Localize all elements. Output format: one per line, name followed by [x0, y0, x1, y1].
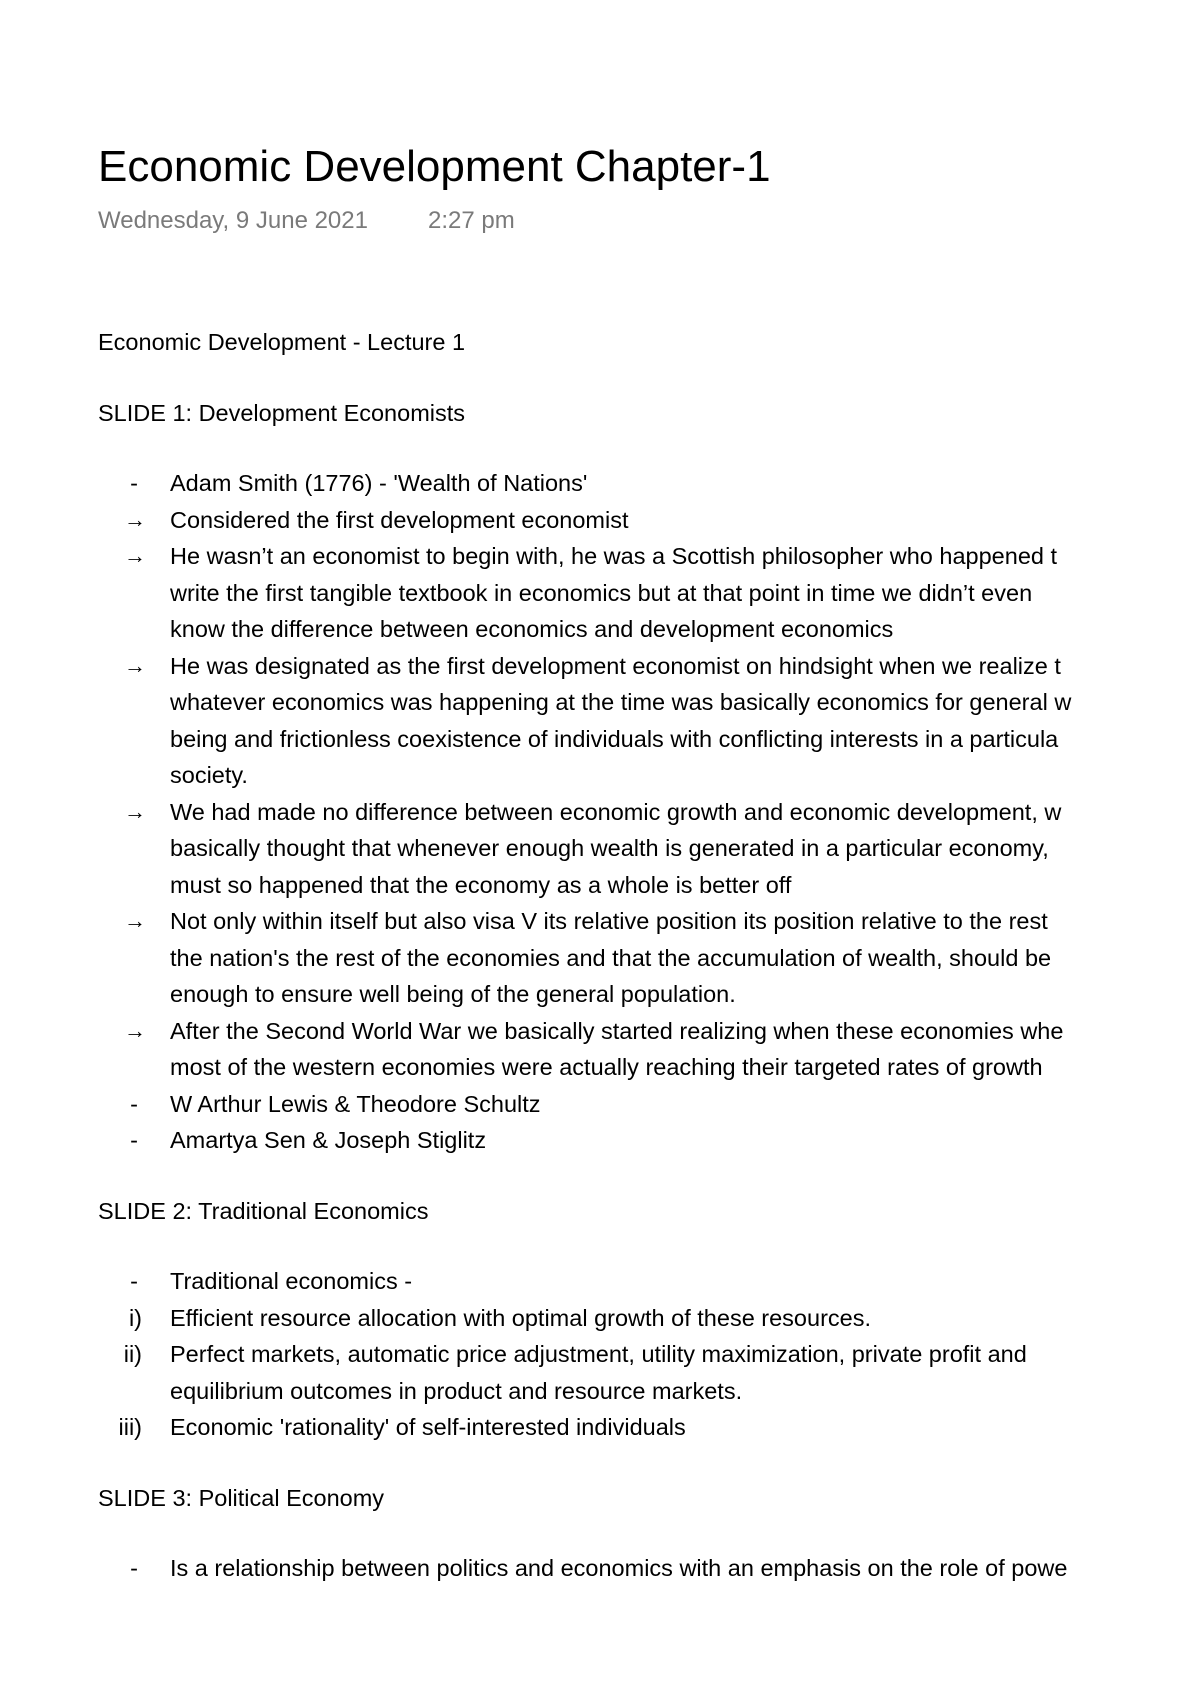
list-item-text: After the Second World War we basically started realizing when these economies whe: [170, 1017, 1064, 1044]
list-marker: -: [130, 1268, 138, 1294]
list-item: [98, 1263, 1200, 1300]
list-item: [98, 903, 1200, 1013]
slide1-list: [98, 465, 1200, 1159]
list-item-text: equilibrium outcomes in product and resource markets.: [170, 1377, 743, 1404]
list-marker: →: [124, 506, 146, 532]
list-item-text: Efficient resource allocation with optimal growth of these resources.: [170, 1304, 871, 1331]
list-marker: -: [130, 1090, 138, 1117]
page-title: Economic Development Chapter-1: [98, 142, 771, 191]
list-item-text: Perfect markets, automatic price adjustment, utility maximization, private profit and: [170, 1341, 1027, 1367]
page-meta: [98, 205, 515, 237]
list-item: [98, 465, 1200, 502]
list-item-text: being and frictionless coexistence of individuals with conflicting interests in a particula: [170, 725, 1059, 752]
list-marker: →: [124, 652, 146, 678]
list-item-text: must so happened that the economy as a whole is better off: [170, 871, 792, 898]
list-marker: i): [128, 1304, 142, 1331]
list-item-text: Adam Smith (1776) - 'Wealth of Nations': [170, 470, 588, 496]
list-item: [98, 648, 1200, 794]
list-item: [98, 502, 1200, 539]
note-content: [98, 324, 1200, 1587]
list-item-text: basically thought that whenever enough wealth is generated in a particular economy,: [170, 835, 1049, 861]
list-item-text: enough to ensure well being of the general population.: [170, 981, 736, 1007]
page-date: Wednesday, 9 June 2021: [98, 207, 368, 234]
list-marker: ii): [123, 1341, 142, 1367]
list-item: [98, 1122, 1200, 1159]
slide2-list: [98, 1263, 1200, 1446]
list-item-text: know the difference between economics and development economics: [170, 616, 894, 642]
list-item: [98, 538, 1200, 648]
list-marker: -: [130, 1555, 138, 1581]
list-item-text: the nation's the rest of the economies and that the accumulation of wealth, should be: [170, 944, 1052, 971]
list-item-text: most of the western economies were actually reaching their targeted rates of growth: [170, 1054, 1043, 1080]
list-item: [98, 1550, 1200, 1587]
list-item: [98, 1086, 1200, 1123]
list-item-text: Traditional economics -: [170, 1268, 413, 1294]
list-marker: iii): [118, 1414, 142, 1440]
list-item-text: Is a relationship between politics and economics with an emphasis on the role of powe: [170, 1555, 1068, 1581]
list-marker: →: [124, 908, 146, 933]
slide1-heading: SLIDE 1: Development Economists: [98, 399, 466, 426]
list-marker: →: [124, 1017, 146, 1043]
list-marker: -: [130, 470, 138, 496]
list-item-text: W Arthur Lewis & Theodore Schultz: [170, 1090, 541, 1117]
list-item-text: Economic 'rationality' of self-interested individuals: [170, 1414, 686, 1440]
list-item-text: Not only within itself but also visa V its relative position its position relative to the rest: [170, 908, 1048, 934]
list-item-text: He was designated as the first development economist on hindsight when we realize t: [170, 652, 1061, 679]
list-item-text: He wasn’t an economist to begin with, he was a Scottish philosopher who happened t: [170, 543, 1058, 569]
list-marker: -: [130, 1127, 138, 1153]
list-item: [98, 1336, 1200, 1409]
list-item-text: society.: [170, 762, 248, 788]
lecture-heading: Economic Development - Lecture 1: [98, 329, 466, 355]
list-item-text: We had made no difference between economic growth and economic development, w: [170, 798, 1062, 825]
slide2-heading: SLIDE 2: Traditional Economics: [98, 1197, 429, 1224]
page-time: 2:27 pm: [428, 207, 515, 234]
list-item: [98, 1300, 1200, 1337]
list-item-text: Considered the first development economist: [170, 506, 629, 533]
list-item: [98, 1409, 1200, 1446]
list-item-text: Amartya Sen & Joseph Stiglitz: [170, 1127, 487, 1153]
slide3-list: [98, 1550, 1200, 1587]
list-marker: →: [124, 543, 146, 568]
list-item-text: whatever economics was happening at the time was basically economics for general w: [170, 689, 1072, 715]
list-item: [98, 794, 1200, 904]
list-item: [98, 1013, 1200, 1086]
slide3-heading: SLIDE 3: Political Economy: [98, 1484, 385, 1511]
list-marker: →: [124, 798, 146, 824]
list-item-text: write the first tangible textbook in economics but at that point in time we didn’t even: [170, 579, 1033, 606]
